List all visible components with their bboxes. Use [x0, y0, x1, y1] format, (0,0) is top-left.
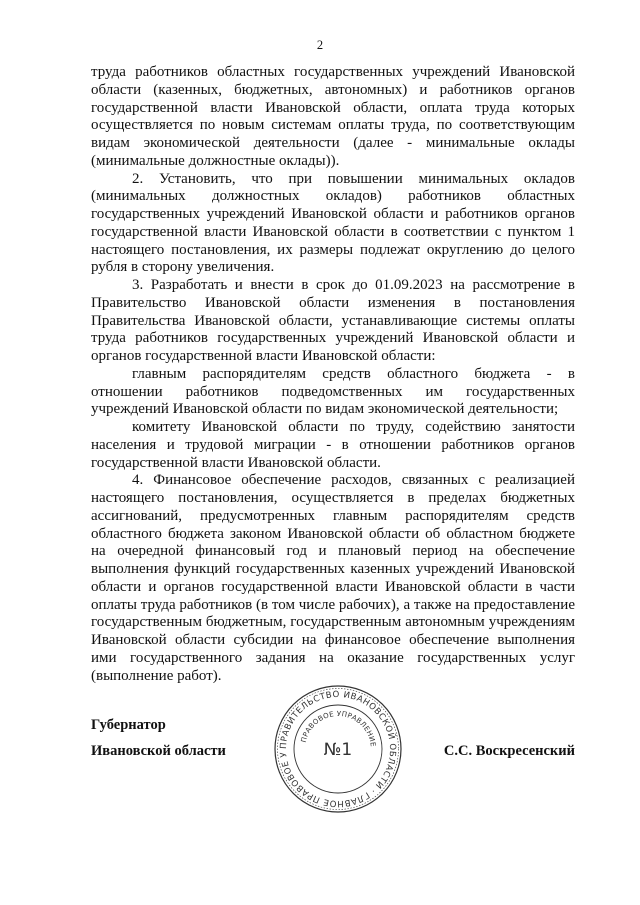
- seal-outer-text: ПРАВИТЕЛЬСТВО ИВАНОВСКОЙ ОБЛАСТИ · ГЛАВНОЕ ПРАВОВОЕ У: [278, 689, 398, 809]
- paragraph: 4. Финансовое обеспечение расходов, связанных с реализацией настоящего постановления, осуществляется в пределах бюджетных ассигнований, предусмотренных главным распорядителям средств областного бюджета законом Ивановской области об областном бюджете на очередной финансовый год и плановый период на обеспечение выполнения функций государственных казенных учреждений Ивановской области и органов государственной власти Ивановской области в части оплаты труда работников (в том числе рабочих), а также на предоставление государственным бюджетным, государственным автономным учреждениям Ивановской области субсидии на финансовое обеспечение выполнения ими государственного задания на оказание государственных услуг (выполнение работ).: [91, 472, 575, 684]
- seal-number: №1: [323, 740, 353, 760]
- seal-inner-text: ПРАВОВОЕ УПРАВЛЕНИЕ: [299, 709, 377, 748]
- paragraph: 2. Установить, что при повышении минимальных окладов (минимальных должностных окладов) работников областных государственных учреждений Ивановской области и работников органов государственной власти Ивановской области в соответствии с пунктом 1 настоящего постановления, их размеры подлежат округлению до целого рубля в сторону увеличения.: [91, 170, 575, 276]
- document-body: [91, 64, 575, 685]
- signatory-title-line2: Ивановской области: [91, 743, 226, 759]
- page-number: 2: [316, 38, 324, 52]
- paragraph: 3. Разработать и внести в срок до 01.09.2023 на рассмотрение в Правительство Ивановской области изменения в постановления Правительства Ивановской области, устанавливающие системы оплаты труда работников государственных учреждений Ивановской области и органов государственной власти Ивановской области:: [91, 277, 575, 364]
- paragraph: главным распорядителям средств областного бюджета - в отношении работников подведомственных им государственных учреждений Ивановской области по видам экономической деятельности;: [91, 365, 575, 418]
- official-seal: [272, 683, 404, 815]
- signatory-title-line1: Губернатор: [91, 717, 166, 733]
- signatory-name: С.С. Воскресенский: [443, 743, 575, 759]
- paragraph: комитету Ивановской области по труду, содействию занятости населения и трудовой миграции - в отношении работников органов государственной власти Ивановской области.: [91, 419, 575, 471]
- paragraph: труда работников областных государственных учреждений Ивановской области (казенных, бюджетных, автономных) и работников органов государственной власти Ивановской области, оплата труда которых осуществляется по новым системам оплаты труда, по соответствующим видам экономической деятельности (далее - минимальные оклады (минимальные должностные оклады)).: [91, 64, 575, 169]
- seal-graphic: [272, 683, 404, 815]
